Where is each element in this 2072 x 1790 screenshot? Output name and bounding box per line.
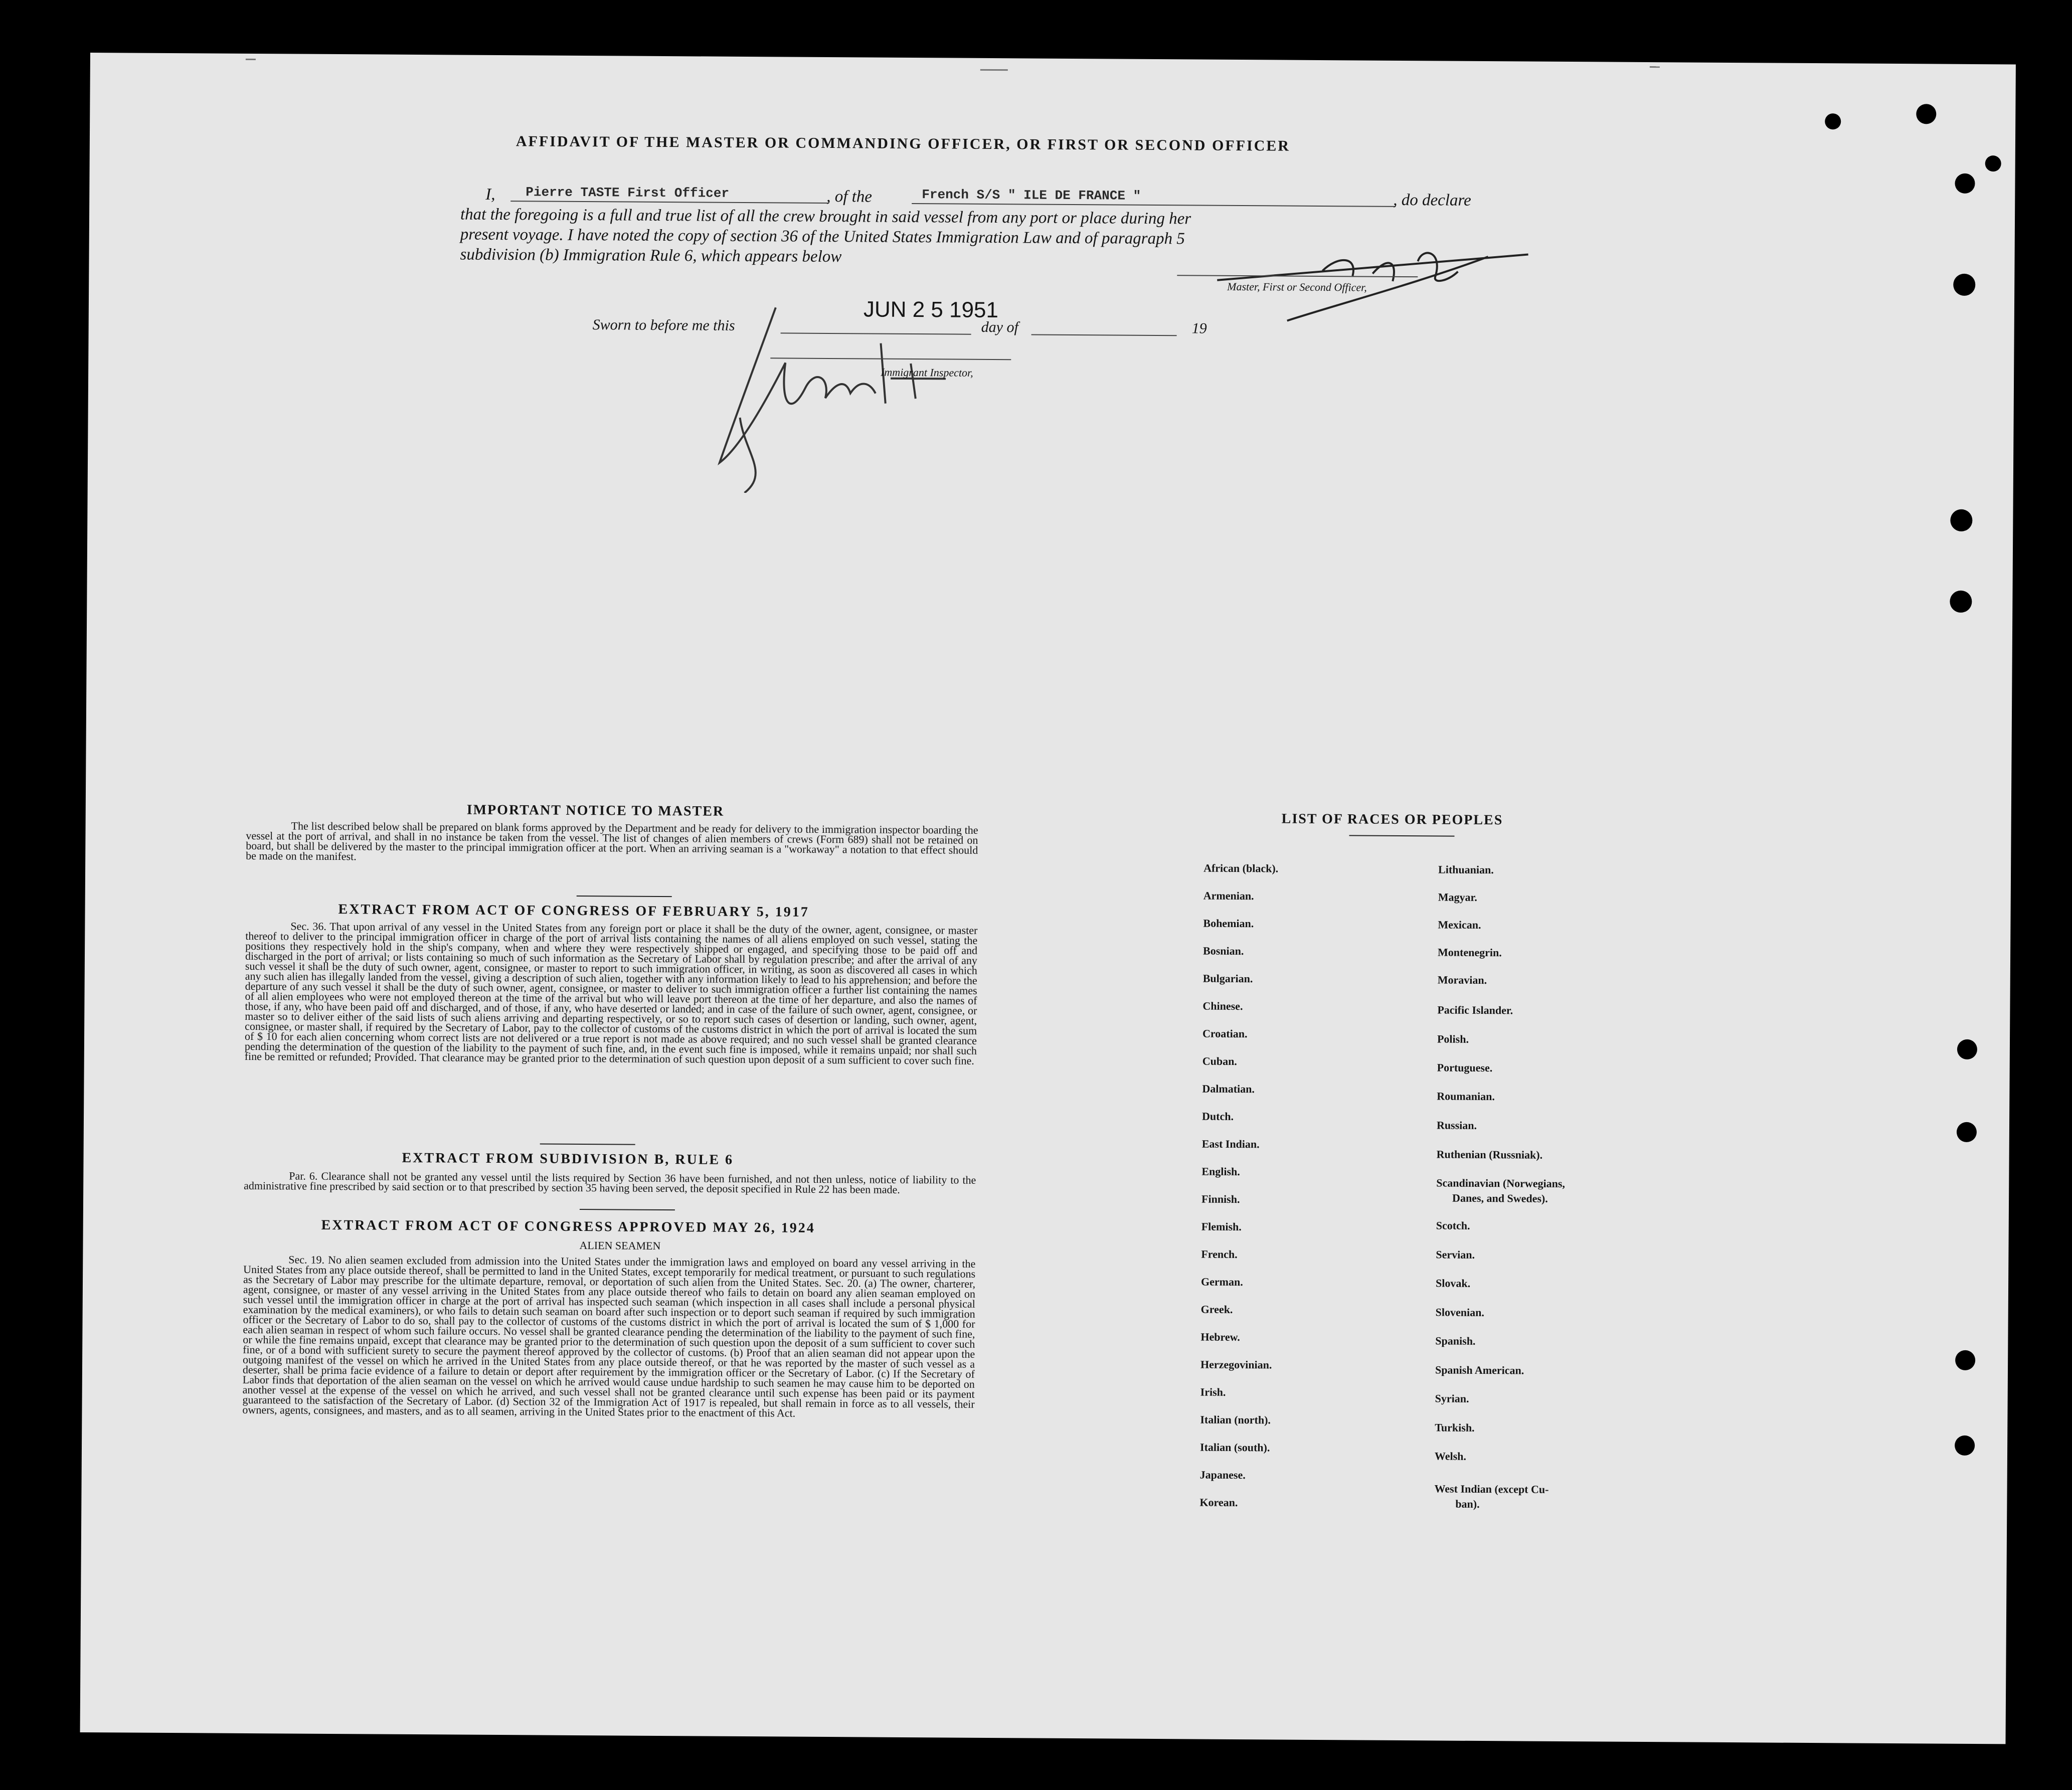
race-left: Chinese.	[1202, 999, 1243, 1013]
binder-hole	[1950, 509, 1972, 531]
binder-hole	[1953, 274, 1975, 296]
officer-name-line	[510, 201, 829, 204]
officer-name: Pierre TASTE First Officer	[526, 185, 730, 201]
race-left: East Indian.	[1201, 1137, 1260, 1151]
master-signature	[1206, 225, 1569, 378]
race-left: Italian (north).	[1200, 1413, 1271, 1426]
race-left: Bulgarian.	[1202, 972, 1253, 985]
race-right: Slovenian.	[1435, 1306, 1484, 1319]
race-right: Portuguese.	[1437, 1061, 1493, 1075]
race-right: Mexican.	[1438, 918, 1481, 931]
race-right: Roumanian.	[1437, 1090, 1495, 1103]
day-of-text: day of	[981, 318, 1018, 336]
race-left: Japanese.	[1199, 1468, 1246, 1482]
race-right: Montenegrin.	[1438, 946, 1502, 959]
race-left: Bosnian.	[1203, 944, 1244, 958]
affidavit-title: AFFIDAVIT OF THE MASTER OR COMMANDING OFFICER, OR FIRST OR SECOND OFFICER	[515, 133, 1291, 154]
race-right: Slovak.	[1435, 1277, 1471, 1290]
registration-mark	[980, 69, 1008, 71]
inspector-label: Immigrant Inspector,	[881, 366, 973, 379]
race-right: Spanish.	[1435, 1334, 1476, 1347]
race-right: West Indian (except Cu-	[1434, 1482, 1549, 1496]
race-right: Ruthenian (Russniak).	[1436, 1148, 1543, 1161]
race-right: ban).	[1455, 1497, 1480, 1510]
race-left: French.	[1201, 1247, 1238, 1261]
affidavit-of-the: , of the	[826, 187, 873, 206]
race-left: Armenian.	[1203, 889, 1254, 903]
extract2-body: Par. 6. Clearance shall not be granted any vessel until the lists required by Section 36 have been furnished, and not then unless, notice of liability to the administrative fine prescribed by said section or to that prescribed by section 35 having been served, the deposit specified in Rule 22 has been made.	[244, 1169, 976, 1196]
race-left: Cuban.	[1202, 1054, 1237, 1068]
race-right: Welsh.	[1434, 1450, 1466, 1463]
affidavit-line-4: subdivision (b) Immigration Rule 6, which appears below	[460, 245, 842, 266]
race-left: Dutch.	[1202, 1110, 1234, 1123]
race-right: Polish.	[1437, 1032, 1469, 1045]
year-text: 19	[1191, 320, 1207, 337]
master-label: Master, First or Second Officer,	[1227, 280, 1367, 294]
race-right: Lithuanian.	[1438, 863, 1494, 876]
binder-hole	[1955, 173, 1975, 194]
binder-hole	[1916, 104, 1936, 124]
race-right: Syrian.	[1435, 1392, 1469, 1405]
extract1-title: EXTRACT FROM ACT OF CONGRESS OF FEBRUARY 5, 1917	[338, 902, 809, 920]
race-right: Spanish American.	[1435, 1363, 1524, 1377]
race-left: Korean.	[1199, 1496, 1238, 1509]
extract1-divider	[540, 1144, 635, 1145]
binder-hole	[1825, 113, 1841, 129]
race-left: Greek.	[1200, 1303, 1233, 1316]
affidavit-i: I,	[485, 185, 495, 204]
race-left: Irish.	[1200, 1385, 1226, 1398]
affidavit-do-declare: , do declare	[1393, 191, 1471, 210]
race-left: Flemish.	[1201, 1220, 1242, 1233]
notice-title: IMPORTANT NOTICE TO MASTER	[466, 802, 725, 819]
binder-hole	[1955, 1436, 1975, 1456]
race-right: Scandinavian (Norwegians,	[1436, 1176, 1566, 1190]
race-left: Hebrew.	[1200, 1330, 1240, 1344]
binder-hole	[1950, 591, 1972, 613]
extract3-subtitle: ALIEN SEAMEN	[579, 1239, 661, 1252]
race-left: Croatian.	[1202, 1027, 1248, 1040]
document-page	[80, 53, 2016, 1744]
race-right: Russian.	[1436, 1119, 1477, 1132]
races-title: LIST OF RACES OR PEOPLES	[1281, 811, 1503, 828]
month-line	[1031, 334, 1177, 336]
race-right: Scotch.	[1436, 1219, 1470, 1232]
inspector-signature	[710, 302, 991, 494]
race-left: African (black).	[1203, 861, 1279, 875]
race-right: Danes, and Swedes).	[1452, 1191, 1548, 1205]
race-right: Magyar.	[1438, 890, 1477, 904]
registration-mark	[1650, 66, 1660, 68]
binder-hole	[1957, 1122, 1977, 1142]
notice-body: The list described below shall be prepared on blank forms approved by the Department and be ready for delivery to the immigration inspector boarding the vessel at the port of arrival, and shall in no instance be taken from the vessel. The list of changes of alien members of crews (Form 689) shall not be retained on board, but shall be delivered by the master to the principal immigration officer at the port. When an arriving seaman is a "workaway" a notation to that effect should be made on the manifest.	[246, 819, 978, 863]
race-left: Italian (south).	[1199, 1441, 1270, 1454]
extract2-title: EXTRACT FROM SUBDIVISION B, RULE 6	[402, 1150, 734, 1168]
extract2-divider	[580, 1209, 675, 1210]
registration-mark	[246, 59, 256, 60]
race-left: Herzegovinian.	[1200, 1358, 1272, 1371]
affidavit-line-2: that the foregoing is a full and true list of all the crew brought in said vessel from any port or place during her	[460, 205, 1191, 228]
extract3-body: Sec. 19. No alien seamen excluded from admission into the United States under the immigration laws and employed on board any vessel arriving in the United States from any place outside thereof, shall be permitted to land in the United States, except temporarily for medical treatment, or pursuant to such regulations as the Secretary of Labor may prescribe for the ultimate departure, removal, or deportation of such alien from the United States. Sec. 20. (a) The owner, charterer, agent, consignee, or master of any vessel arriving in the United States from any place outside thereof who fails to detain on board any alien seaman employed on such vessel until the immigration officer in charge at the port of arrival has inspected such seaman (which inspection in all cases shall include a personal physical examination by the medical examiners), or who fails to detain such seaman on board after such inspection or to deport such seaman if required by such immigration officer or the Secretary of Labor to do so, shall pay to the collector of customs of the customs district in which the port of arrival is located the sum of $ 1,000 for each alien seaman in respect of whom such failure occurs. No vessel shall be granted clearance pending the determination of the liability to the payment of such fine, or while the fine remains unpaid, except that clearance may be granted prior to the determination of such question upon the deposit of a sum sufficient to cover such fine, or of a bond with sufficient surety to secure the payment thereof approved by the collector of customs. (b) Proof that an alien seaman did not appear upon the outgoing manifest of the vessel on which he arrived in the United States from any place outside thereof, or that he was reported by the master of such vessel as a deserter, shall be prima facie evidence of a failure to detain or deport after requirement by the immigration officer or the Secretary of Labor. (c) If the Secretary of Labor finds that deportation of the alien seaman on the vessel on which he arrived would cause undue hardship to such seamen he may cause him to be deported on another vessel at the expense of the vessel on which he arrived, and such vessel shall not be granted clearance until such expense has been paid or its payment guaranteed to the satisfaction of the Secretary of Labor. (d) Section 32 of the Immigration Act of 1917 is repealed, but shall remain in force as to all vessels, their owners, agents, consignees, and masters, and as to all seamen, arriving in the United States prior to the enactment of this Act.	[242, 1253, 976, 1419]
vessel-name: French S/S " ILE DE FRANCE "	[922, 187, 1141, 204]
race-right: Turkish.	[1435, 1421, 1475, 1434]
binder-hole	[1957, 1039, 1977, 1059]
affidavit-line-3: present voyage. I have noted the copy of section 36 of the United States Immigration Law and of paragraph 5	[460, 225, 1185, 248]
race-left: Dalmatian.	[1202, 1082, 1255, 1096]
races-divider	[1349, 835, 1455, 836]
race-left: German.	[1200, 1275, 1243, 1289]
binder-hole	[1985, 155, 2001, 171]
race-left: Bohemian.	[1203, 917, 1254, 930]
extract3-title: EXTRACT FROM ACT OF CONGRESS APPROVED MAY 26, 1924	[321, 1217, 815, 1236]
binder-hole	[1955, 1350, 1975, 1370]
race-left: Finnish.	[1201, 1192, 1240, 1206]
date-stamp: JUN 2 5 1951	[863, 297, 999, 323]
extract1-body: Sec. 36. That upon arrival of any vessel in the United States from any foreign port or place it shall be the duty of the owner, agent, consignee, or master thereof to deliver to the principal immigration officer in charge of the port of arrival lists containing the names of all aliens employed on such vessel, stating the positions they respectively hold in the ship's company, when and where they were respectively shipped or engaged, and specifying those to be paid off and discharged in the port of arrival; or lists containing so much of such information as the Secretary of Labor shall by regulation prescribe; and after the arrival of any such vessel it shall be the duty of such owner, agent, consignee, or master to report to such immigration officer, in writing, as soon as discovered all cases in which any such alien has illegally landed from the vessel, giving a description of such alien, together with any information likely to lead to his apprehension; and before the departure of any such vessel it shall be the duty of such owner, agent, consignee, or master to deliver to such immigration officer a further list containing the names of all alien employees who were not employed thereon at the time of the arrival but who will leave port thereon at the time of her departure, and also the names of those, if any, who have been paid off and discharged, and of those, if any, who have deserted or landed; and in case of the failure of such owner, agent, consignee, or master so to deliver either of the said lists of such aliens arriving and departing respectively, or so to report such cases of desertion or landing, such owner, agent, consignee, or master shall, if required by the Secretary of Labor, pay to the collector of customs of the customs district in which the port of arrival is located the sum of $ 10 for each alien concerning whom correct lists are not delivered or a true report is not made as above required; and no such vessel shall be granted clearance pending the determination of the question of the liability to the payment of such fine, and, in the event such fine is imposed, while it remains unpaid; nor shall such fine be remitted or refunded; Provided. That clearance may be granted prior to the determination of such question upon deposit of a sum sufficient to cover such fine.	[244, 920, 978, 1067]
race-left: English.	[1201, 1165, 1240, 1178]
sworn-text: Sworn to before me this	[592, 316, 735, 334]
vessel-line	[912, 203, 1396, 207]
race-right: Pacific Islander.	[1437, 1003, 1513, 1017]
race-right: Servian.	[1436, 1248, 1475, 1261]
race-right: Moravian.	[1437, 973, 1487, 987]
notice-divider	[577, 896, 672, 897]
